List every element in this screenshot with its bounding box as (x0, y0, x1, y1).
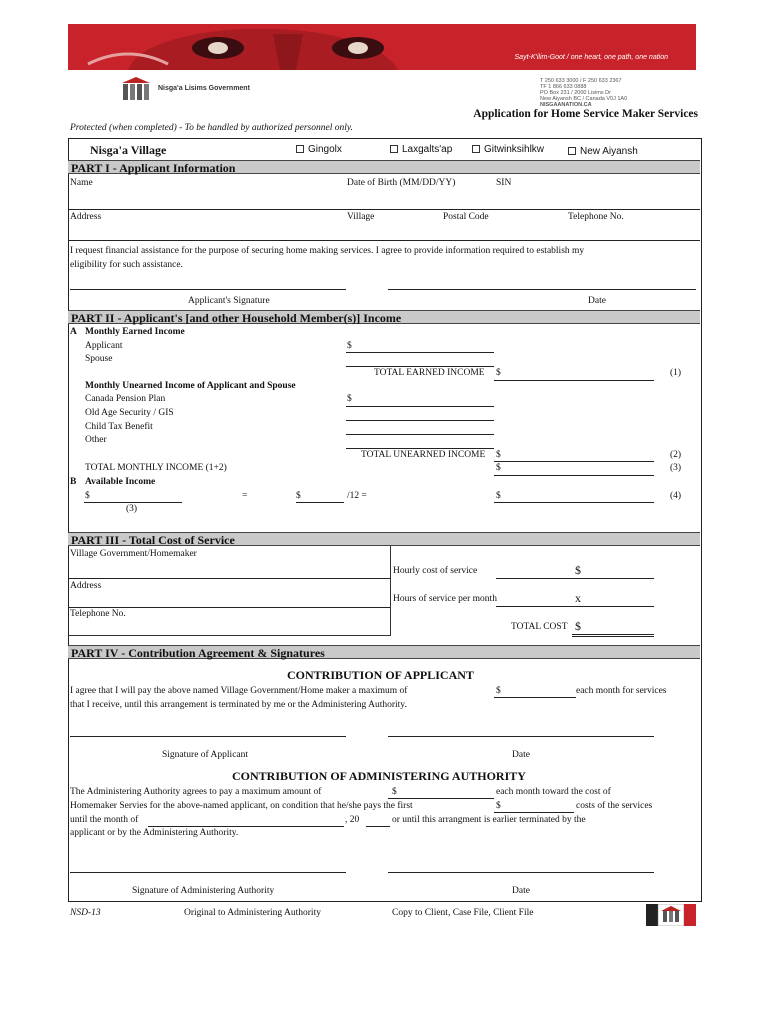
form-title: Application for Home Service Maker Services (473, 108, 698, 120)
hours-label: Hours of service per month (393, 594, 497, 604)
authority-signature-line[interactable] (70, 872, 346, 873)
contact-website: NISGAANATION.CA (540, 102, 592, 108)
auth-text: Homemaker Servies for the above-named applicant, on condition that he/she pays the first (70, 801, 413, 811)
dollar-sign: $ (347, 394, 352, 404)
checkbox-icon[interactable] (390, 145, 398, 153)
footer-logo-icon (646, 904, 696, 926)
ctb-field[interactable] (346, 434, 494, 435)
dollar-sign: $ (496, 463, 501, 473)
date-label: Date (588, 296, 606, 306)
protected-notice: Protected (when completed) - To be handled by authorized personnel only. (70, 123, 353, 133)
applicant-income-field[interactable] (346, 352, 494, 353)
auth-year-field[interactable] (366, 826, 390, 827)
total-unearned-field[interactable] (494, 461, 654, 462)
provider-phone-label: Telephone No. (70, 609, 126, 619)
auth-year: , 20 (345, 815, 360, 825)
available-result-field[interactable] (494, 502, 654, 503)
applicant-signature-line[interactable] (70, 736, 346, 737)
sig-label: Applicant's Signature (188, 296, 270, 306)
logo-icon (120, 77, 152, 101)
section-a (70, 327, 77, 337)
auth-text: until the month of (70, 815, 139, 825)
org-logo (120, 77, 152, 101)
village-option-label: Gitwinksihlkw (484, 144, 545, 155)
available-calc-field[interactable] (296, 502, 344, 503)
auth-tail: costs of the services (576, 801, 653, 811)
banner-slogan: Sayt-K'ilim-Goot / one heart, one path, one nation (514, 54, 668, 61)
auth-dollar: $ (496, 801, 501, 811)
under-ref-3: (3) (126, 504, 138, 514)
signature-line[interactable] (70, 289, 346, 290)
auth-first-field[interactable] (494, 812, 574, 813)
equals-sign: = (242, 491, 248, 501)
dollar-sign: $ (496, 368, 501, 378)
auth-month-field[interactable] (148, 826, 344, 827)
mask-artwork (68, 24, 696, 70)
applicant-label: Applicant (85, 341, 123, 351)
village-option-label: Gingolx (308, 144, 342, 155)
cpp-label: Canada Pension Plan (85, 394, 166, 404)
section-b: B (70, 477, 77, 487)
contact-line: PO Box 231 / 2000 Lisims Dr (540, 90, 611, 96)
authority-date-line[interactable] (388, 872, 654, 873)
provider-row-line[interactable] (68, 578, 390, 579)
total-monthly-label: TOTAL MONTHLY INCOME (1+2) (85, 463, 227, 473)
checkbox-icon[interactable] (296, 145, 304, 153)
hourly-field[interactable] (496, 578, 654, 579)
auth-tail: or until this arrangment is earlier terminated by the (392, 815, 586, 825)
ref-1: (1) (670, 368, 682, 378)
auth-text: applicant or by the Administering Authority. (70, 828, 239, 838)
village-option-label: New Aiyansh (580, 146, 638, 157)
date-authority-label: Date (512, 886, 530, 896)
date-line[interactable] (388, 289, 696, 290)
date-applicant-label: Date (512, 750, 530, 760)
divide-12: /12 = (347, 491, 367, 501)
total-earned-label: TOTAL EARNED INCOME (374, 368, 485, 378)
contact-line: T 250 633 3000 / F 250 633 2367 (540, 78, 622, 84)
dollar-sign: $ (85, 491, 90, 501)
agree-dollar: $ (496, 686, 501, 696)
spouse-label: Spouse (85, 354, 113, 364)
agree-text: that I receive, until this arrangement is terminated by me or the Administering Authority. (70, 700, 407, 710)
total-unearned-label: TOTAL UNEARNED INCOME (361, 450, 486, 460)
village-option-gitwinksihlkw[interactable] (472, 144, 544, 155)
cpp-field[interactable] (346, 406, 494, 407)
hourly-sym: $ (575, 563, 581, 577)
request-text: I request financial assistance for the purpose of securing home making services. I agree to provide information required to establish my (70, 246, 585, 256)
dollar-sign: $ (347, 341, 352, 351)
contrib-authority-heading: CONTRIBUTION OF ADMINISTERING AUTHORITY (232, 769, 526, 783)
checkbox-icon[interactable] (472, 145, 480, 153)
provider-address-label: Address (70, 581, 102, 591)
total-earned-field[interactable] (494, 380, 654, 381)
name-row-line[interactable] (68, 209, 700, 210)
ref-3: (3) (670, 463, 682, 473)
spouse-income-field[interactable] (346, 366, 494, 367)
footer-logo (646, 904, 696, 926)
name-label: Name (70, 178, 93, 188)
footer-copy: Copy to Client, Case File, Client File (392, 908, 534, 918)
village-option-new-aiyansh[interactable] (568, 146, 638, 157)
village-field-label: Village (347, 212, 375, 222)
auth-dollar: $ (392, 787, 397, 797)
dob-label: Date of Birth (MM/DD/YY) (347, 178, 456, 188)
applicant-date-line[interactable] (388, 736, 654, 737)
contact-line: TF 1 866 633 0888 (540, 84, 587, 90)
sig-applicant-label: Signature of Applicant (162, 750, 249, 760)
monthly-unearned-label: Monthly Unearned Income of Applicant and Spouse (85, 381, 296, 391)
part1-header: PART I - Applicant Information (68, 160, 700, 174)
part3-header: PART III - Total Cost of Service (68, 532, 700, 546)
total-cost-sym: $ (575, 619, 581, 633)
contrib-applicant-heading: CONTRIBUTION OF APPLICANT (287, 668, 474, 682)
org-name: Nisga'a Lisims Government (158, 85, 250, 92)
village-option-gingolx[interactable] (296, 144, 342, 155)
request-text: eligibility for such assistance. (70, 260, 183, 270)
part4-header: PART IV - Contribution Agreement & Signatures (68, 645, 700, 659)
oas-label: Old Age Security / GIS (85, 408, 174, 418)
hourly-label: Hourly cost of service (393, 566, 478, 576)
hours-sym: x (575, 591, 581, 605)
ref-4: (4) (670, 491, 682, 501)
agree-tail: each month for services (576, 686, 667, 696)
auth-text: The Administering Authority agrees to pay a maximum amount of (70, 787, 322, 797)
auth-amount-field[interactable] (388, 798, 494, 799)
village-option-label: Laxgalts'ap (402, 144, 453, 155)
provider-box (68, 546, 391, 636)
dollar-sign: $ (496, 491, 501, 501)
monthly-earned-label: Monthly Earned Income (85, 327, 185, 337)
section-a-letter: A (70, 327, 77, 337)
available-income-label: Available Income (85, 477, 156, 487)
sin-label: SIN (496, 178, 512, 188)
hours-field[interactable] (496, 606, 654, 607)
header-banner (68, 24, 696, 70)
agree-amount-field[interactable] (494, 697, 576, 698)
part2-header: PART II - Applicant's [and other Household Member(s)] Income (68, 310, 700, 324)
agree-text: I agree that I will pay the above named Village Government/Home maker a maximum of (70, 686, 408, 696)
total-monthly-field[interactable] (494, 475, 654, 476)
available-income-field[interactable] (84, 502, 182, 503)
village-label: Nisga'a Village (90, 143, 167, 157)
footer-original: Original to Administering Authority (184, 908, 321, 918)
address-label: Address (70, 212, 102, 222)
contact-line: New Aiyansh BC / Canada V0J 1A0 (540, 96, 628, 102)
ctb-label: Child Tax Benefit (85, 422, 153, 432)
provider-address-line[interactable] (68, 607, 390, 608)
other-label: Other (85, 435, 107, 445)
oas-field[interactable] (346, 420, 494, 421)
dollar-sign: $ (496, 450, 501, 460)
postal-label: Postal Code (443, 212, 489, 222)
sig-authority-label: Signature of Administering Authority (132, 886, 275, 896)
village-gov-label: Village Government/Homemaker (70, 549, 197, 559)
total-cost-field[interactable] (572, 634, 654, 637)
ref-2: (2) (670, 450, 682, 460)
phone-label: Telephone No. (568, 212, 624, 222)
dollar-sign: $ (296, 491, 301, 501)
address-row-line[interactable] (68, 240, 700, 241)
village-option-laxgaltsap[interactable] (390, 144, 452, 155)
checkbox-icon[interactable] (568, 147, 576, 155)
other-field[interactable] (346, 448, 494, 449)
org-contact (540, 78, 627, 109)
total-cost-label: TOTAL COST (511, 622, 568, 632)
form-code: NSD-13 (70, 908, 101, 918)
auth-tail: each month toward the cost of (496, 787, 611, 797)
